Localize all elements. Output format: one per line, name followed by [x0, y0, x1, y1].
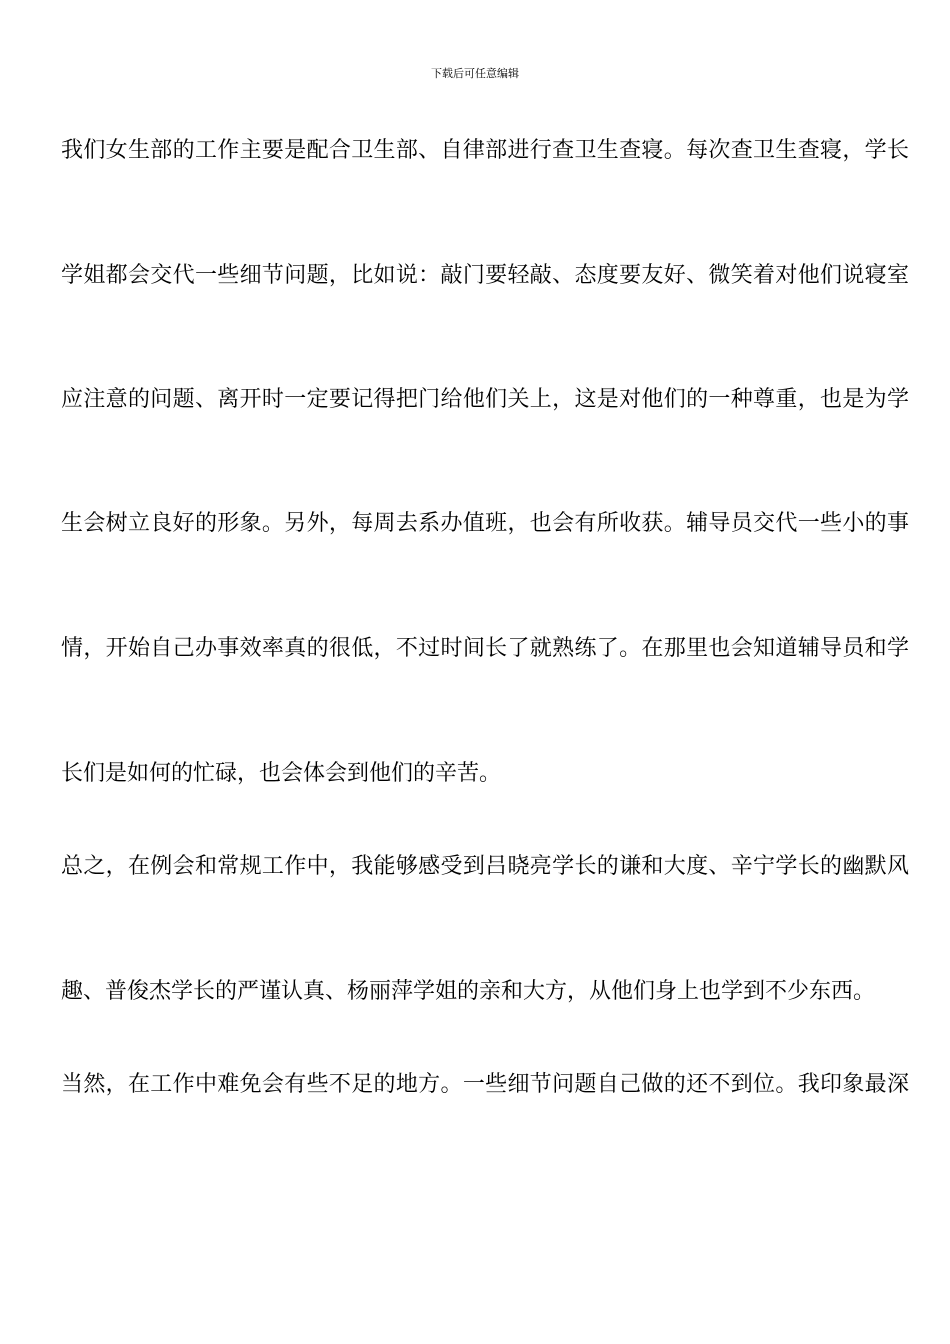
paragraph-1-line-2: 学姐都会交代一些细节问题，比如说：敲门要轻敲、态度要友好、微笑着对他们说寝室	[61, 263, 909, 288]
paragraph-2-line-1: 总之，在例会和常规工作中，我能够感受到吕晓亮学长的谦和大度、辛宁学长的幽默风	[61, 854, 909, 879]
paragraph-1-line-3: 应注意的问题、离开时一定要记得把门给他们关上，这是对他们的一种尊重，也是为学	[61, 387, 909, 412]
paragraph-1-line-1: 我们女生部的工作主要是配合卫生部、自律部进行查卫生查寝。每次查卫生查寝，学长	[61, 138, 909, 163]
paragraph-3-line-1: 当然，在工作中难免会有些不足的地方。一些细节问题自己做的还不到位。我印象最深	[61, 1072, 909, 1097]
paragraph-1-line-5: 情，开始自己办事效率真的很低，不过时间长了就熟练了。在那里也会知道辅导员和学	[61, 636, 909, 661]
paragraph-1-line-4: 生会树立良好的形象。另外，每周去系办值班，也会有所收获。辅导员交代一些小的事	[61, 511, 909, 536]
page-header: 下载后可任意编辑	[431, 67, 519, 80]
paragraph-1-line-6: 长们是如何的忙碌，也会体会到他们的辛苦。	[61, 761, 502, 786]
paragraph-2-line-2: 趣、普俊杰学长的严谨认真、杨丽萍学姐的亲和大方，从他们身上也学到不少东西。	[61, 979, 876, 1004]
